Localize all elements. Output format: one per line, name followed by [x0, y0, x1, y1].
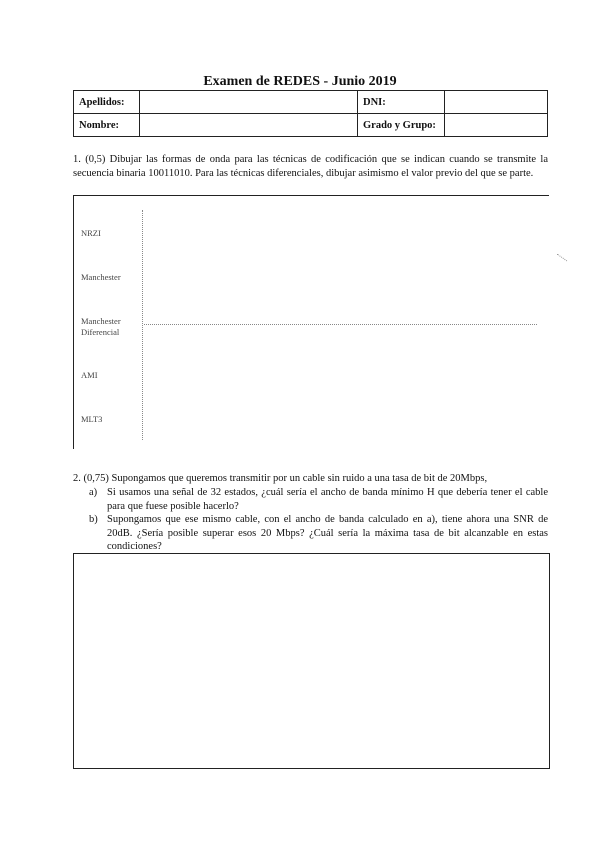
waveform-label-nrzi: NRZI [81, 228, 101, 238]
nombre-field[interactable] [140, 114, 358, 137]
grado-grupo-field[interactable] [445, 114, 548, 137]
apellidos-label: Apellidos: [74, 91, 140, 114]
question-2a-text: Si usamos una señal de 32 estados, ¿cuál sería el ancho de banda mínimo H que debería tener el cable para que fuese posible hacerlo? [107, 487, 548, 512]
time-axis-guide [142, 210, 143, 440]
waveform-label-manchester-diferencial: Manchester Diferencial [81, 316, 121, 337]
waveform-label-mlt3: MLT3 [81, 414, 103, 424]
level-guide [144, 324, 537, 325]
question-2b-text: Supongamos que ese mismo cable, con el ancho de banda calculado en a), tiene ahora una SNR de 20dB. ¿Sería posible superar esos 20 Mbps? ¿Cuál sería la máxima tasa de bit alcanzable en estas condiciones? [107, 514, 548, 552]
page-title: Examen de REDES - Junio 2019 [203, 74, 397, 89]
question-2a-marker: a) [89, 487, 98, 498]
question-2b [89, 513, 548, 554]
waveform-label-manchester: Manchester [81, 272, 121, 282]
question-2b-marker: b) [89, 514, 98, 525]
stray-mark [557, 254, 567, 262]
apellidos-field[interactable] [140, 91, 358, 114]
student-info-table [73, 90, 548, 137]
nombre-label: Nombre: [74, 114, 140, 137]
waveform-label-ami: AMI [81, 370, 98, 380]
waveform-drawing-area[interactable] [73, 195, 549, 449]
question-1-text: 1. (0,5) Dibujar las formas de onda para las técnicas de codificación que se indican cuando se transmite la secuencia binaria 10011010. Para las técnicas diferenciales, dibujar asimismo el valor previo del que se parte. [73, 154, 548, 179]
question-2-text: 2. (0,75) Supongamos que queremos transmitir por un cable sin ruido a una tasa de bit de 20Mbps, [73, 473, 488, 484]
answer-box[interactable] [73, 553, 550, 769]
grado-grupo-label: Grado y Grupo: [358, 114, 445, 137]
dni-label: DNI: [358, 91, 445, 114]
dni-field[interactable] [445, 91, 548, 114]
question-2a [89, 486, 548, 513]
